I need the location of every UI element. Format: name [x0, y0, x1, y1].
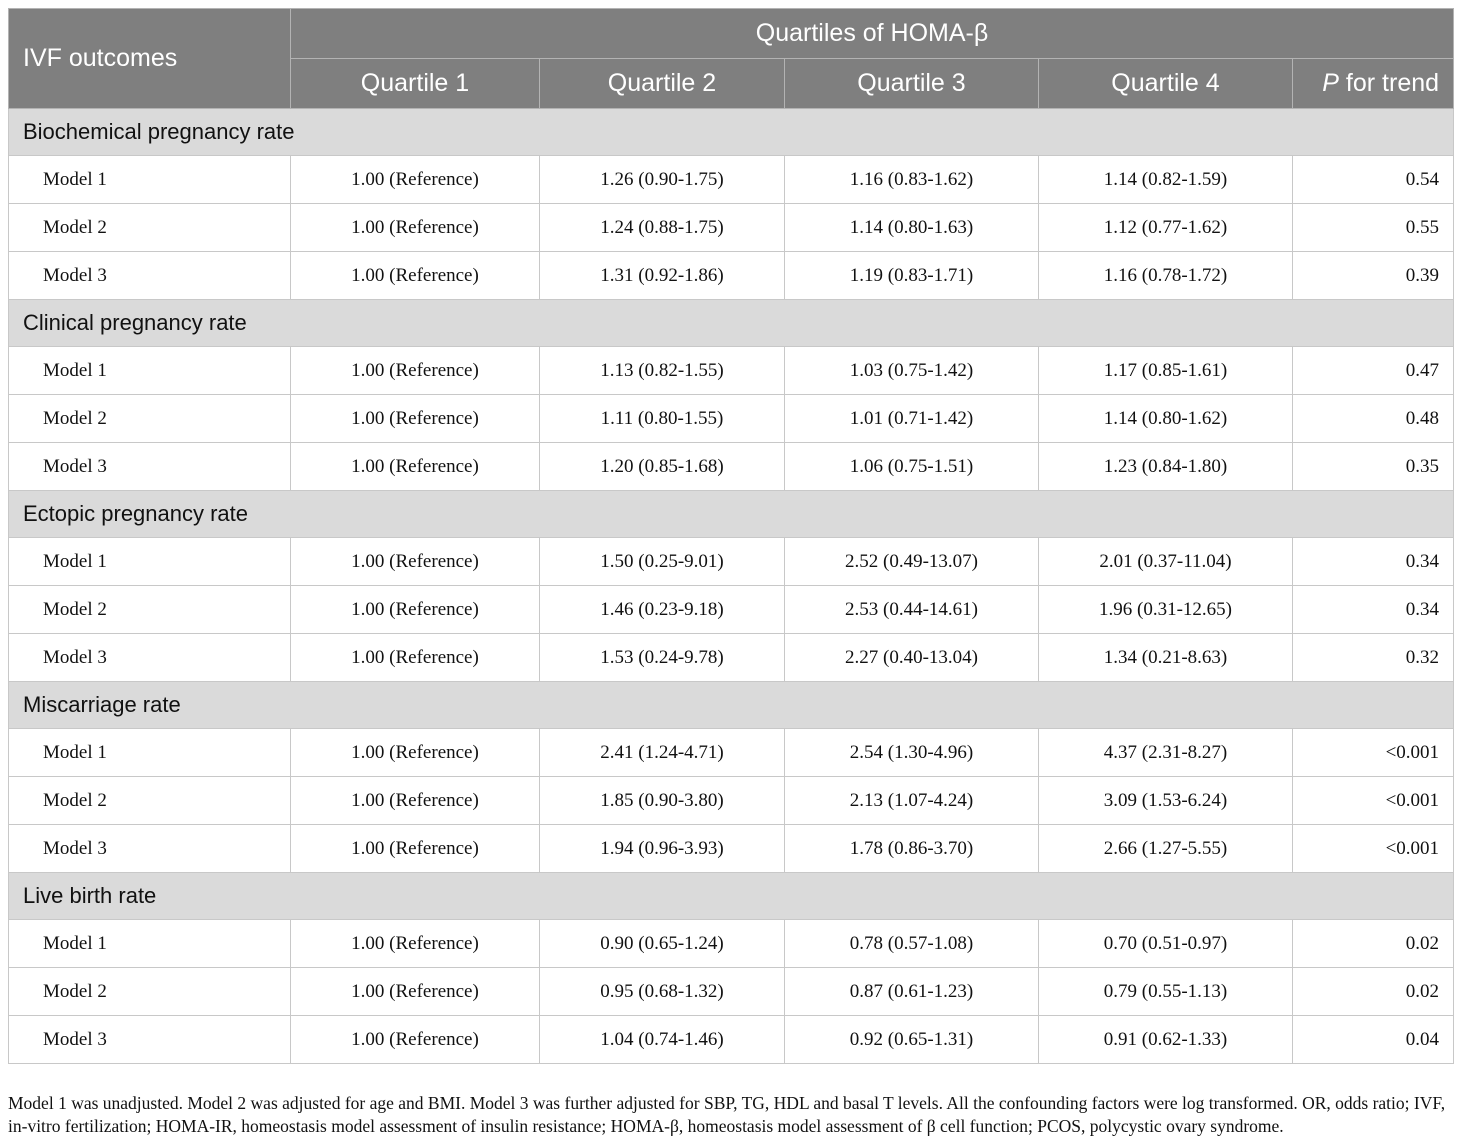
- quartile-2-cell: 1.85 (0.90-3.80): [540, 777, 785, 825]
- section-title: Live birth rate: [9, 873, 1454, 920]
- quartile-3-cell: 2.13 (1.07-4.24): [785, 777, 1039, 825]
- quartile-4-cell: 1.17 (0.85-1.61): [1039, 347, 1293, 395]
- model-cell: Model 3: [9, 443, 291, 491]
- section-title: Biochemical pregnancy rate: [9, 109, 1454, 156]
- p-trend-cell: 0.47: [1293, 347, 1454, 395]
- quartile-3-cell: 2.53 (0.44-14.61): [785, 586, 1039, 634]
- quartile-4-cell: 1.14 (0.80-1.62): [1039, 395, 1293, 443]
- quartile-4-cell: 2.66 (1.27-5.55): [1039, 825, 1293, 873]
- trend-label: for trend: [1338, 69, 1440, 97]
- quartile-3-cell: 1.16 (0.83-1.62): [785, 156, 1039, 204]
- column-header-p-for-trend: [1293, 59, 1454, 109]
- quartile-1-cell: 1.00 (Reference): [291, 968, 540, 1016]
- table-row: [9, 586, 1454, 634]
- quartile-3-cell: 2.54 (1.30-4.96): [785, 729, 1039, 777]
- table-footnote: Model 1 was unadjusted. Model 2 was adjusted for age and BMI. Model 3 was further adjusted for SBP, TG, HDL and basal T levels. All the confounding factors were log transformed. OR, odds ratio; IVF, in-vitro fertilization; HOMA-IR, homeostasis model assessment of insulin resistance; HOMA-β, homeostasis model assessment of β cell function; PCOS, polycystic ovary syndrome.: [8, 1093, 1446, 1136]
- section-row: [9, 873, 1454, 920]
- model-cell: Model 1: [9, 156, 291, 204]
- column-header-quartile-1: Quartile 1: [291, 59, 540, 109]
- p-trend-cell: 0.34: [1293, 586, 1454, 634]
- p-symbol: P: [1322, 69, 1339, 97]
- table-row: [9, 538, 1454, 586]
- quartile-1-cell: 1.00 (Reference): [291, 538, 540, 586]
- quartile-1-cell: 1.00 (Reference): [291, 204, 540, 252]
- quartile-1-cell: 1.00 (Reference): [291, 825, 540, 873]
- table-row: [9, 395, 1454, 443]
- quartile-2-cell: 1.11 (0.80-1.55): [540, 395, 785, 443]
- p-trend-cell: 0.54: [1293, 156, 1454, 204]
- table-row: [9, 968, 1454, 1016]
- section-title: Ectopic pregnancy rate: [9, 491, 1454, 538]
- quartile-3-cell: 1.06 (0.75-1.51): [785, 443, 1039, 491]
- p-trend-cell: 0.48: [1293, 395, 1454, 443]
- quartile-2-cell: 0.90 (0.65-1.24): [540, 920, 785, 968]
- results-table-container: [8, 8, 1453, 1064]
- quartile-2-cell: 1.24 (0.88-1.75): [540, 204, 785, 252]
- section-title: Miscarriage rate: [9, 682, 1454, 729]
- model-cell: Model 2: [9, 968, 291, 1016]
- section-row: [9, 491, 1454, 538]
- p-trend-cell: 0.34: [1293, 538, 1454, 586]
- table-row: [9, 204, 1454, 252]
- p-trend-cell: <0.001: [1293, 729, 1454, 777]
- quartile-1-cell: 1.00 (Reference): [291, 395, 540, 443]
- quartile-3-cell: 0.92 (0.65-1.31): [785, 1016, 1039, 1064]
- quartile-1-cell: 1.00 (Reference): [291, 729, 540, 777]
- quartile-1-cell: 1.00 (Reference): [291, 443, 540, 491]
- quartile-2-cell: 1.13 (0.82-1.55): [540, 347, 785, 395]
- section-row: [9, 682, 1454, 729]
- quartile-4-cell: 1.34 (0.21-8.63): [1039, 634, 1293, 682]
- model-cell: Model 1: [9, 920, 291, 968]
- quartile-1-cell: 1.00 (Reference): [291, 634, 540, 682]
- p-trend-cell: 0.04: [1293, 1016, 1454, 1064]
- quartile-1-cell: 1.00 (Reference): [291, 1016, 540, 1064]
- model-cell: Model 2: [9, 777, 291, 825]
- table-header: [9, 9, 1454, 109]
- quartile-2-cell: 1.31 (0.92-1.86): [540, 252, 785, 300]
- model-cell: Model 1: [9, 347, 291, 395]
- quartile-1-cell: 1.00 (Reference): [291, 347, 540, 395]
- quartile-2-cell: 2.41 (1.24-4.71): [540, 729, 785, 777]
- p-trend-cell: 0.02: [1293, 968, 1454, 1016]
- table-row: [9, 920, 1454, 968]
- model-cell: Model 3: [9, 1016, 291, 1064]
- quartile-3-cell: 1.14 (0.80-1.63): [785, 204, 1039, 252]
- quartile-2-cell: 0.95 (0.68-1.32): [540, 968, 785, 1016]
- quartile-2-cell: 1.53 (0.24-9.78): [540, 634, 785, 682]
- model-cell: Model 2: [9, 395, 291, 443]
- quartile-3-cell: 1.01 (0.71-1.42): [785, 395, 1039, 443]
- column-header-quartile-2: Quartile 2: [540, 59, 785, 109]
- model-cell: Model 3: [9, 825, 291, 873]
- quartile-1-cell: 1.00 (Reference): [291, 252, 540, 300]
- quartile-4-cell: 1.14 (0.82-1.59): [1039, 156, 1293, 204]
- model-cell: Model 1: [9, 729, 291, 777]
- section-title: Clinical pregnancy rate: [9, 300, 1454, 347]
- p-trend-cell: 0.02: [1293, 920, 1454, 968]
- p-trend-cell: 0.39: [1293, 252, 1454, 300]
- model-cell: Model 1: [9, 538, 291, 586]
- table-row: [9, 825, 1454, 873]
- quartile-2-cell: 1.94 (0.96-3.93): [540, 825, 785, 873]
- quartile-4-cell: 1.16 (0.78-1.72): [1039, 252, 1293, 300]
- quartile-1-cell: 1.00 (Reference): [291, 920, 540, 968]
- quartile-3-cell: 0.87 (0.61-1.23): [785, 968, 1039, 1016]
- model-cell: Model 2: [9, 586, 291, 634]
- table-row: [9, 347, 1454, 395]
- quartile-4-cell: 1.96 (0.31-12.65): [1039, 586, 1293, 634]
- table-row: [9, 729, 1454, 777]
- quartile-2-cell: 1.04 (0.74-1.46): [540, 1016, 785, 1064]
- quartile-4-cell: 0.79 (0.55-1.13): [1039, 968, 1293, 1016]
- quartile-4-cell: 1.23 (0.84-1.80): [1039, 443, 1293, 491]
- p-trend-cell: 0.35: [1293, 443, 1454, 491]
- quartile-1-cell: 1.00 (Reference): [291, 777, 540, 825]
- table-row: [9, 634, 1454, 682]
- column-header-quartile-3: Quartile 3: [785, 59, 1039, 109]
- quartile-3-cell: 0.78 (0.57-1.08): [785, 920, 1039, 968]
- quartile-4-cell: 1.12 (0.77-1.62): [1039, 204, 1293, 252]
- results-table: [8, 8, 1454, 1064]
- section-row: [9, 300, 1454, 347]
- quartile-2-cell: 1.50 (0.25-9.01): [540, 538, 785, 586]
- p-trend-cell: <0.001: [1293, 777, 1454, 825]
- quartile-3-cell: 2.52 (0.49-13.07): [785, 538, 1039, 586]
- table-body: [9, 109, 1454, 1064]
- quartile-2-cell: 1.20 (0.85-1.68): [540, 443, 785, 491]
- table-row: [9, 1016, 1454, 1064]
- model-cell: Model 3: [9, 252, 291, 300]
- model-cell: Model 3: [9, 634, 291, 682]
- table-row: [9, 156, 1454, 204]
- model-cell: Model 2: [9, 204, 291, 252]
- quartile-3-cell: 1.78 (0.86-3.70): [785, 825, 1039, 873]
- p-trend-cell: 0.32: [1293, 634, 1454, 682]
- quartile-4-cell: 0.70 (0.51-0.97): [1039, 920, 1293, 968]
- row-label-header: IVF outcomes: [9, 9, 291, 109]
- quartile-4-cell: 0.91 (0.62-1.33): [1039, 1016, 1293, 1064]
- section-row: [9, 109, 1454, 156]
- table-row: [9, 443, 1454, 491]
- p-trend-cell: 0.55: [1293, 204, 1454, 252]
- quartile-3-cell: 1.19 (0.83-1.71): [785, 252, 1039, 300]
- quartile-3-cell: 2.27 (0.40-13.04): [785, 634, 1039, 682]
- column-header-quartile-4: Quartile 4: [1039, 59, 1293, 109]
- quartile-2-cell: 1.46 (0.23-9.18): [540, 586, 785, 634]
- quartile-1-cell: 1.00 (Reference): [291, 156, 540, 204]
- quartile-2-cell: 1.26 (0.90-1.75): [540, 156, 785, 204]
- quartile-3-cell: 1.03 (0.75-1.42): [785, 347, 1039, 395]
- quartile-4-cell: 2.01 (0.37-11.04): [1039, 538, 1293, 586]
- p-trend-cell: <0.001: [1293, 825, 1454, 873]
- group-header: Quartiles of HOMA-β: [291, 9, 1454, 59]
- quartile-4-cell: 4.37 (2.31-8.27): [1039, 729, 1293, 777]
- table-row: [9, 252, 1454, 300]
- table-row: [9, 777, 1454, 825]
- quartile-1-cell: 1.00 (Reference): [291, 586, 540, 634]
- quartile-4-cell: 3.09 (1.53-6.24): [1039, 777, 1293, 825]
